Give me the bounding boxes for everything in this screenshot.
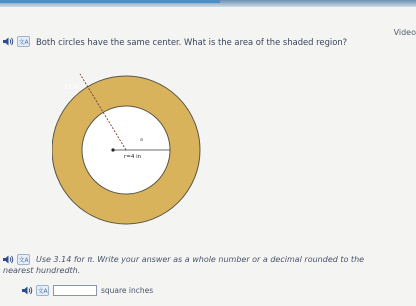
concentric-circles-diagram — [52, 53, 202, 241]
outer-radius-label: 12 in — [64, 84, 80, 91]
question-text: Both circles have the same center. What is the area of the shaded region? — [36, 36, 348, 47]
answer-row — [22, 285, 153, 296]
center-point — [111, 148, 114, 151]
instruction-row — [3, 254, 364, 265]
center-label: a — [140, 137, 144, 143]
language-icon[interactable]: 文A — [17, 254, 30, 265]
speaker-icon[interactable] — [22, 286, 33, 295]
video-link[interactable]: Video — [393, 28, 416, 37]
answer-input[interactable] — [53, 285, 97, 296]
instruction-line-1: Use 3.14 for π. Write your answer as a whole number or a decimal rounded to the — [36, 255, 365, 264]
speaker-icon[interactable] — [3, 255, 14, 264]
language-icon[interactable]: 文A — [36, 285, 49, 296]
inner-radius-label: r=4 in — [124, 154, 142, 160]
instruction-line-2: nearest hundredth. — [3, 266, 81, 275]
speaker-icon[interactable] — [3, 37, 14, 46]
top-bar-accent — [0, 0, 220, 3]
question-row — [3, 36, 347, 47]
language-icon[interactable]: 文A — [17, 36, 30, 47]
answer-unit-label: square inches — [101, 286, 154, 295]
